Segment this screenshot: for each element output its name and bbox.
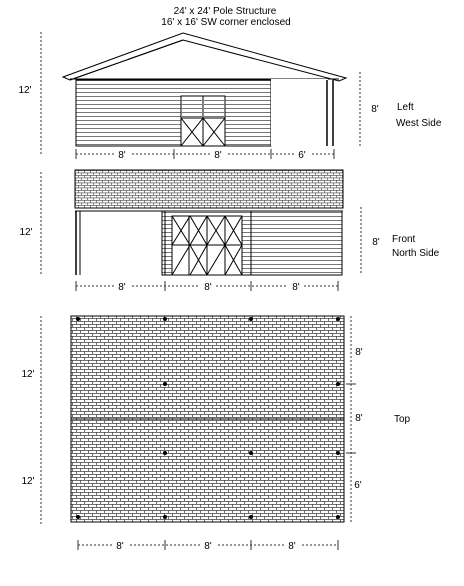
- left-door-siding-top-2: [204, 97, 224, 117]
- left-wall-dim-label: 8': [371, 104, 379, 115]
- left-door-siding-top: [182, 97, 202, 117]
- front-elevation: [19, 170, 439, 293]
- top-view-name: Top: [394, 414, 411, 425]
- top-bottom-dim-2: 8': [288, 541, 296, 552]
- drawing-subtitle: 16' x 16' SW corner enclosed: [161, 17, 291, 28]
- top-left-dim-0: 12': [21, 369, 35, 380]
- post-dot: [336, 317, 340, 321]
- post-dot: [249, 451, 253, 455]
- left-height-dim-label: 12': [18, 85, 32, 96]
- left-siding-wall: [76, 80, 271, 146]
- top-plan: [20, 316, 411, 552]
- top-right-dim-2: 6': [354, 480, 362, 491]
- left-view-name: Left: [397, 102, 414, 113]
- top-right-dim-1: 8': [355, 413, 363, 424]
- post-dot: [336, 515, 340, 519]
- front-view-name: Front: [392, 234, 416, 245]
- front-bottom-dim-0: 8': [118, 282, 126, 293]
- left-roof: [63, 33, 346, 81]
- left-elevation: [18, 32, 441, 161]
- post-dot: [163, 317, 167, 321]
- left-open-bay: [271, 79, 328, 146]
- front-view-side: North Side: [392, 248, 440, 259]
- post-dot: [163, 515, 167, 519]
- post-dot: [76, 515, 80, 519]
- left-bottom-dim-0: 8': [118, 150, 126, 161]
- front-bottom-dim-2: 8': [292, 282, 300, 293]
- left-bottom-dim-1: 8': [214, 150, 222, 161]
- post-dot: [76, 317, 80, 321]
- left-bottom-dim-2: 6': [298, 150, 306, 161]
- left-roof-ridge-trim: [70, 40, 183, 80]
- post-dot: [336, 382, 340, 386]
- left-view-side: West Side: [396, 118, 442, 129]
- top-left-dim-1: 12': [21, 476, 35, 487]
- front-wall-dim-label: 8': [372, 237, 380, 248]
- top-right-dim-0: 8': [355, 347, 363, 358]
- post-dot: [163, 451, 167, 455]
- post-dot: [163, 382, 167, 386]
- top-bottom-dim-1: 8': [204, 541, 212, 552]
- drawing-title: 24' x 24' Pole Structure: [173, 6, 277, 17]
- post-dot: [249, 317, 253, 321]
- post-dot: [249, 515, 253, 519]
- front-bottom-dim-1: 8': [204, 282, 212, 293]
- front-height-dim-label: 12': [19, 227, 33, 238]
- front-roof: [75, 170, 343, 208]
- post-dot: [336, 451, 340, 455]
- top-bottom-dim-0: 8': [116, 541, 124, 552]
